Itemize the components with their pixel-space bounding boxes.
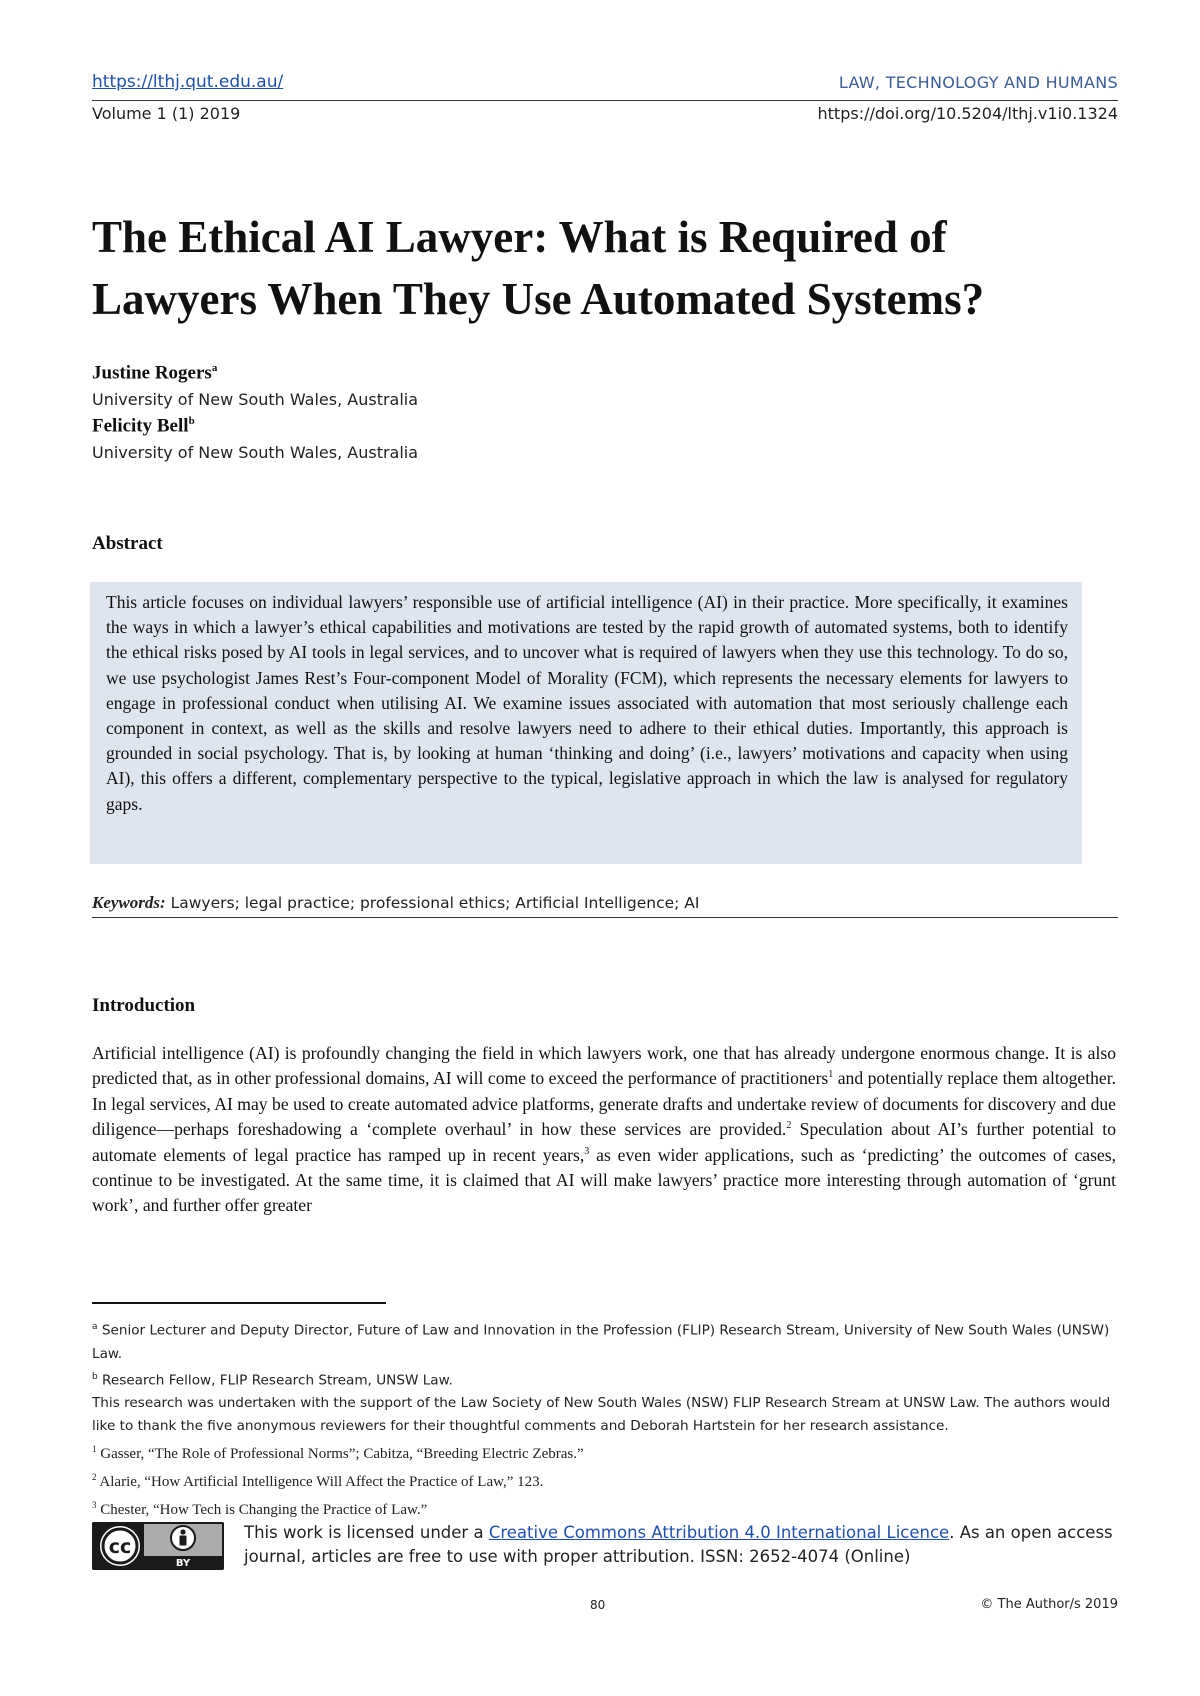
keywords-text: Lawyers; legal practice; professional ethics; Artificial Intelligence; AI bbox=[170, 894, 700, 912]
title-line: Lawyers When They Use Automated Systems? bbox=[92, 274, 985, 324]
footnote-3: $^3$ Chester, “How Tech is Changing the Practice of Law.” bbox=[92, 1500, 428, 1519]
doi-link[interactable]: https://doi.org/10.5204/lthj.v1i0.1324 bbox=[817, 104, 1118, 123]
acknowledgement: This research was undertaken with the support of the Law Society of New South Wales (NSW) FLIP Research Stream at UNSW Law. The authors would like to thank the five anonymous reviewers for their thoughtful comments and Deborah Hartstein for her research assistance. bbox=[92, 1395, 1111, 1435]
footnote-rule bbox=[92, 1302, 386, 1304]
keywords-label: Keywords: bbox=[92, 893, 166, 912]
cc-by-logo-icon bbox=[92, 1522, 224, 1570]
author-name: Justine Rogers$^a$ bbox=[92, 362, 218, 384]
keywords-rule bbox=[92, 917, 1118, 918]
article-title bbox=[92, 206, 1122, 330]
journal-url-link[interactable]: https://lthj.qut.edu.au/ bbox=[92, 72, 284, 92]
author-marker: a bbox=[211, 362, 218, 374]
footnote-2: $^2$ Alarie, “How Artificial Intelligence Will Affect the Practice of Law,” 123. bbox=[92, 1472, 544, 1491]
footnote-ref[interactable]: 1 bbox=[828, 1069, 834, 1081]
copyright-notice: © The Author/s 2019 bbox=[980, 1597, 1118, 1612]
keywords bbox=[92, 893, 700, 913]
by-label: BY bbox=[175, 1558, 191, 1569]
header-rule bbox=[92, 100, 1118, 101]
introduction-paragraph: Artificial intelligence (AI) is profoundly changing the field in which lawyers work, one that has already undergone enormous change. It is also predicted that, as in other professional domains, AI will come to exceed the performance of practitioners$^1$ and potentially replace them altogether. In legal services, AI may be used to create automated advice platforms, generate drafts and undertake review of documents for discovery and due diligence—perhaps foreshadowing a ‘complete overhaul’ in how these services are provided.$^2$ Speculation about AI’s further potential to automate elements of legal practice has ramped up in recent years,$^3$ as even wider applications, such as ‘predicting’ the outcomes of cases, continue to be investigated. At the same time, it is claimed that AI will make lawyers’ practice more interesting through automation of ‘grunt work’, and further offer greater bbox=[92, 1043, 1116, 1216]
author-name: Felicity Bell$^b$ bbox=[92, 415, 195, 437]
title-line: The Ethical AI Lawyer: What is Required of bbox=[92, 212, 947, 262]
abstract-text: This article focuses on individual lawyers’ responsible use of artificial intelligence (AI) in their practice. More specifically, it examines the ways in which a lawyer’s ethical capabilities and motivations are tested by the rapid growth of automated systems, both to identify the ethical risks posed by AI tools in legal services, and to uncover what is required of lawyers when they use this technology. To do so, we use psychologist James Rest’s Four-component Model of Morality (FCM), which represents the necessary elements for lawyers to engage in professional conduct when utilising AI. We examine issues associated with automation that most seriously challenge each component in context, as well as the skills and resolve lawyers need to adhere to their ethical duties. Importantly, this approach is grounded in social psychology. That is, by looking at human ‘thinking and doing’ (i.e., lawyers’ motivations and capacity when using AI), this offers a different, complementary perspective to the typical, legislative approach in which the law is analysed for regulatory gaps. bbox=[106, 592, 1068, 814]
footnote-ref[interactable]: 2 bbox=[786, 1120, 792, 1132]
author-affiliation: University of New South Wales, Australia bbox=[92, 443, 419, 462]
cc-symbol: cc bbox=[108, 1536, 132, 1558]
cc-licence-link[interactable]: Creative Commons Attribution 4.0 International Licence bbox=[488, 1523, 950, 1542]
volume-info: Volume 1 (1) 2019 bbox=[92, 104, 241, 123]
footnote-ref[interactable]: 3 bbox=[584, 1145, 590, 1157]
footnote-b: $^b$ Research Fellow, FLIP Research Stream, UNSW Law. bbox=[92, 1371, 453, 1389]
journal-name: LAW, TECHNOLOGY AND HUMANS bbox=[838, 73, 1118, 92]
licence-statement: This work is licensed under a Creative Commons Attribution 4.0 International Licence. As an open access journal, articles are free to use with proper attribution. ISSN: 2652-4074 (Online) bbox=[244, 1523, 1113, 1566]
introduction-heading: Introduction bbox=[92, 995, 196, 1016]
author-marker: b bbox=[188, 415, 195, 427]
author-affiliation: University of New South Wales, Australia bbox=[92, 390, 419, 409]
footnote-1: $^1$ Gasser, “The Role of Professional Norms”; Cabitza, “Breeding Electric Zebras.” bbox=[92, 1444, 584, 1463]
page-number: 80 bbox=[590, 1598, 606, 1612]
cc-by-badge[interactable] bbox=[92, 1522, 224, 1570]
abstract-heading: Abstract bbox=[92, 533, 163, 554]
footnotes bbox=[92, 1316, 1114, 1522]
footnote-a: $^a$ Senior Lecturer and Deputy Director, Future of Law and Innovation in the Profession (FLIP) Research Stream, University of New South Wales (UNSW) Law. bbox=[92, 1322, 1110, 1362]
